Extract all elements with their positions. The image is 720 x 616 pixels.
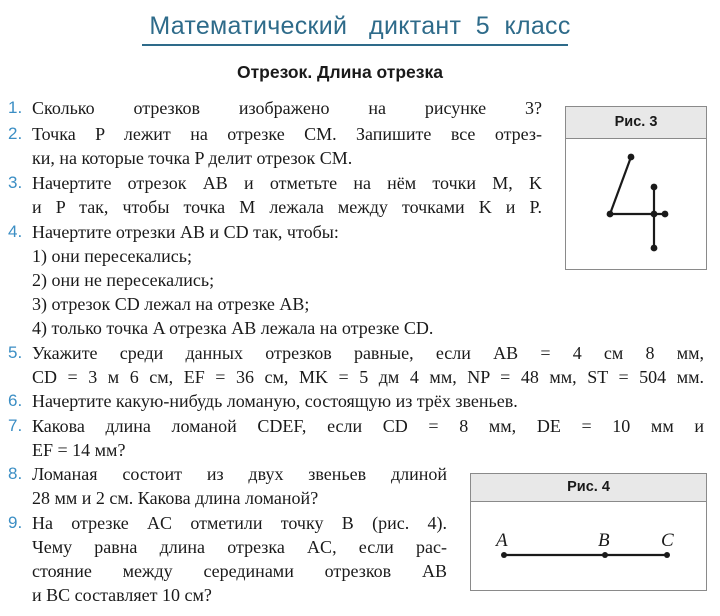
question-line: ки, на которые точка P делит отрезок CM. xyxy=(32,148,353,168)
question-line: CD = 3 м 6 см, EF = 36 см, MK = 5 дм 4 мм, NP = 48 мм, ST = 504 мм. xyxy=(32,367,704,387)
point xyxy=(651,211,658,218)
question-number: 4. xyxy=(8,222,23,241)
question-number: 3. xyxy=(8,173,23,192)
question-line: Чему равна длина отрезка AC, если рас- xyxy=(32,537,447,557)
segment xyxy=(610,157,631,214)
question-number: 6. xyxy=(8,391,23,410)
question-line: Ломаная состоит из двух звеньев длиной xyxy=(32,464,447,484)
point xyxy=(607,211,614,218)
question-line: 1) они пересекались; xyxy=(32,246,192,266)
figure-4 xyxy=(470,473,707,591)
question-line: Укажите среди данных отрезков равные, если AB = 4 см 8 мм, xyxy=(32,343,704,363)
page-subtitle: Отрезок. Длина отрезка xyxy=(237,62,443,82)
point-c xyxy=(664,552,670,558)
figure-caption: Рис. 4 xyxy=(471,474,706,502)
question-line: Какова длина ломаной CDEF, если CD = 8 мм, DE = 10 мм и xyxy=(32,416,704,436)
title-underline xyxy=(142,44,568,46)
point xyxy=(651,245,658,252)
point-label-c: C xyxy=(661,530,674,551)
point-b xyxy=(602,552,608,558)
figure-3 xyxy=(565,106,707,270)
point xyxy=(628,154,635,161)
question-line: Начертите какую-нибудь ломаную, состоящую из трёх звеньев. xyxy=(32,391,518,411)
question-line: стояние между серединами отрезков AB xyxy=(32,561,447,581)
point xyxy=(662,211,669,218)
figure-4-drawing xyxy=(471,474,706,590)
question-line: и BC составляет 10 см? xyxy=(32,585,212,605)
question-line: Начертите отрезок AB и отметьте на нём точки M, K xyxy=(32,173,542,193)
question-line: и P так, чтобы точка M лежала между точками K и P. xyxy=(32,197,542,217)
figure-caption: Рис. 3 xyxy=(566,107,706,139)
point-label-b: B xyxy=(598,530,610,551)
question-number: 1. xyxy=(8,98,23,117)
question-line: 3) отрезок CD лежал на отрезке AB; xyxy=(32,294,310,314)
question-number: 5. xyxy=(8,343,23,362)
question-line: Точка P лежит на отрезке CM. Запишите все отрез- xyxy=(32,124,542,144)
page-title: Математический диктант 5 класс xyxy=(149,12,571,40)
question-line: На отрезке AC отметили точку B (рис. 4). xyxy=(32,513,447,533)
question-line: Начертите отрезки AB и CD так, чтобы: xyxy=(32,222,339,242)
question-line: EF = 14 мм? xyxy=(32,440,126,460)
point-a xyxy=(501,552,507,558)
point xyxy=(651,184,658,191)
question-line: 28 мм и 2 см. Какова длина ломаной? xyxy=(32,488,319,508)
question-number: 8. xyxy=(8,464,23,483)
question-line: 2) они не пересекались; xyxy=(32,270,215,290)
figure-3-drawing xyxy=(566,107,706,269)
point-label-a: A xyxy=(496,530,508,551)
question-line: Сколько отрезков изображено на рисунке 3? xyxy=(32,98,542,118)
question-line: 4) только точка A отрезка AB лежала на отрезке CD. xyxy=(32,318,434,338)
question-number: 9. xyxy=(8,513,23,532)
question-number: 7. xyxy=(8,416,23,435)
question-number: 2. xyxy=(8,124,23,143)
